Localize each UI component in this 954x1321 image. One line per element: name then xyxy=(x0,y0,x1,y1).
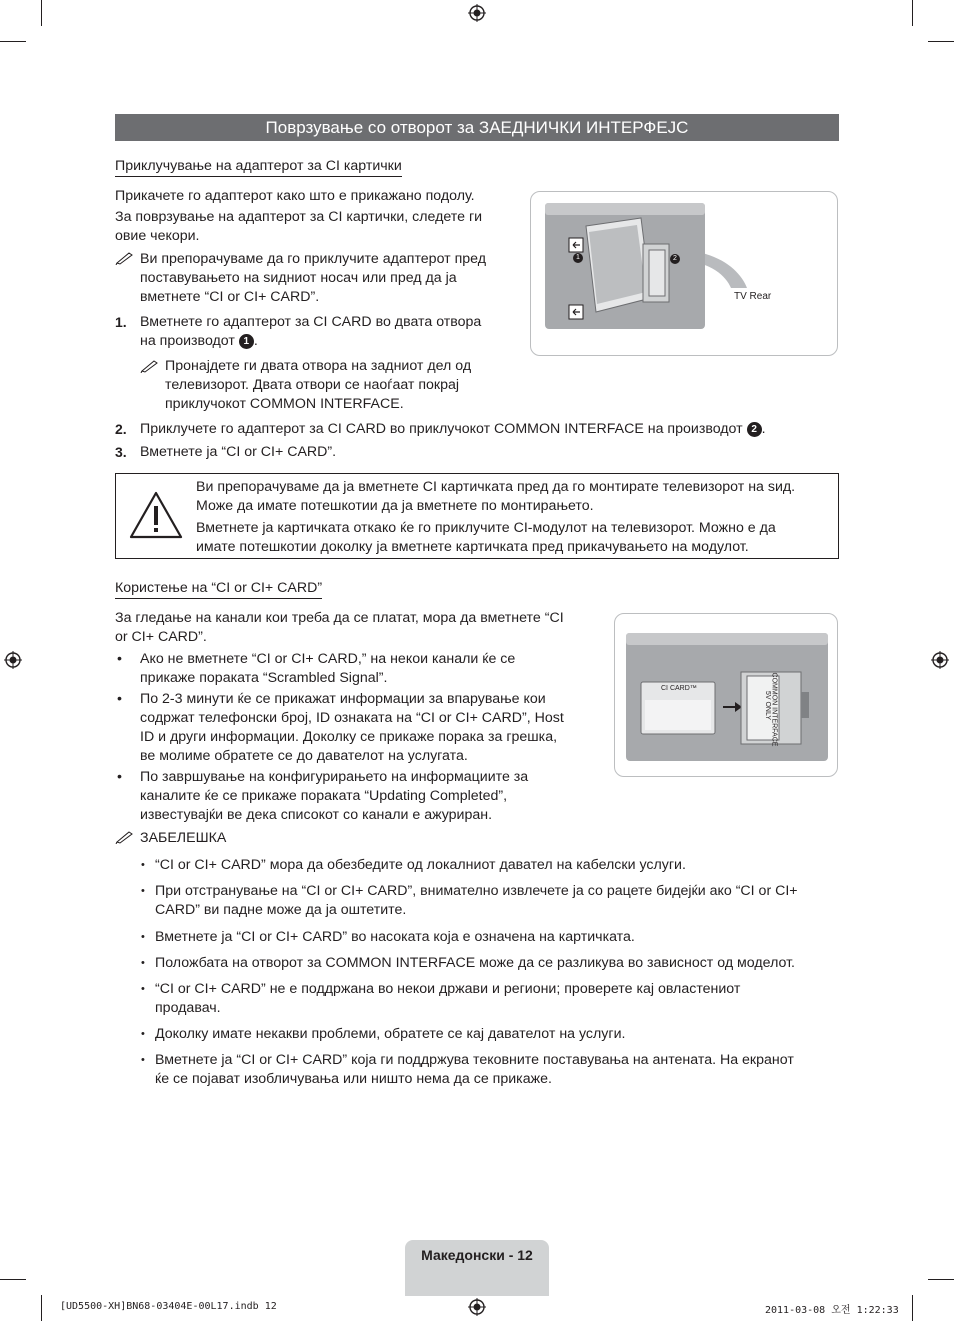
paragraph: Прикачете го адаптерот како што е прикажано подолу. xyxy=(115,188,475,204)
crop-mark xyxy=(41,1295,42,1321)
step-text: Приклучете го адаптерот за CI CARD во приклучокот COMMON INTERFACE на производот 2 . xyxy=(140,421,766,437)
note-line: приклучокот COMMON INTERFACE. xyxy=(165,396,404,412)
step-text-part: на производот xyxy=(647,421,743,437)
bullet-line: ID и други информации. Доколку се прикаже порака за грешка, xyxy=(140,729,558,745)
figure-marker-1-icon: 1 xyxy=(573,253,583,263)
common-interface-term: COMMON INTERFACE xyxy=(249,396,400,412)
warning-line: Може да имате потешкотии да ја вметнете по монтирањето. xyxy=(196,498,594,514)
figure-card-insertion xyxy=(614,613,838,777)
paragraph: За гледање на канали кои треба да се платат, мора да вметнете “CI xyxy=(115,610,564,626)
step-text: на производот 1 . xyxy=(140,333,258,349)
bullet-icon: • xyxy=(141,931,145,943)
marker-1-icon: 1 xyxy=(239,334,254,349)
footer-date: 2011-03-08 오전 1:22:33 xyxy=(765,1305,899,1316)
note-item xyxy=(155,954,795,973)
note-item: CARD” ви падне може да ја оштетите. xyxy=(155,902,407,918)
tv-rear-illustration xyxy=(531,192,837,355)
crop-mark xyxy=(0,41,26,42)
step-text: Вметнете го адаптерот за CI CARD во двата отвора xyxy=(140,314,482,330)
figure-label-tv-rear: TV Rear xyxy=(734,291,772,302)
bullet-line: известувајќи ве дека списокот со канали е ажуриран. xyxy=(140,807,493,823)
bullet-icon: • xyxy=(141,957,145,969)
registration-mark-icon xyxy=(468,4,486,22)
registration-mark-icon xyxy=(931,651,949,669)
bullet-line: прикаже пораката “Scrambled Signal”. xyxy=(140,670,388,686)
ci-card-illustration xyxy=(615,614,837,776)
warning-icon xyxy=(128,490,184,540)
section-title: Поврзување со отворот за ЗАЕДНИЧКИ ИНТЕРФЕЈС xyxy=(115,114,839,141)
subheading-using-card: Користење на “CI or CI+ CARD” xyxy=(115,580,322,599)
crop-mark xyxy=(928,41,954,42)
note-pencil-icon xyxy=(115,251,135,265)
registration-mark-icon xyxy=(4,651,22,669)
note-pencil-icon xyxy=(115,830,135,844)
warning-line: имате потешкотии доколку ја вметнете картичката пред прикачувањето на модулот. xyxy=(196,539,749,555)
paragraph: or CI+ CARD”. xyxy=(115,629,207,645)
note-item: Доколку имате некакви проблеми, обратете се кај давателот на услуги. xyxy=(155,1026,626,1042)
bullet-icon: • xyxy=(117,691,122,707)
crop-mark xyxy=(928,1279,954,1280)
step-number: 1. xyxy=(115,314,127,330)
note-line: вметнете “CI or CI+ CARD”. xyxy=(140,289,320,305)
footer-file-name: [UD5500-XH]BN68-03404E-00L17.indb 12 xyxy=(60,1301,277,1312)
step-number: 2. xyxy=(115,421,127,437)
note-item: Вметнете ја “CI or CI+ CARD” која ги поддржува тековните поставувања на антената. На екранот xyxy=(155,1052,794,1068)
bullet-icon: • xyxy=(141,983,145,995)
bullet-line: Ако не вметнете “CI or CI+ CARD,” на некои канали ќе се xyxy=(140,651,516,667)
common-interface-term: COMMON INTERFACE xyxy=(325,955,476,971)
paragraph: овие чекори. xyxy=(115,228,200,244)
note-item: “CI or CI+ CARD” мора да обезбедите од локалниот давател на кабелски услуги. xyxy=(155,857,686,873)
step-number: 3. xyxy=(115,444,127,460)
warning-box xyxy=(115,473,839,559)
bullet-line: содржат телефонски број, ID ознаката на “CI or CI+ CARD”, Host xyxy=(140,710,564,726)
common-interface-term: COMMON INTERFACE xyxy=(494,421,644,437)
note-heading: ЗАБЕЛЕШКА xyxy=(140,830,227,846)
bullet-icon: • xyxy=(141,859,145,871)
note-line: Ви препорачуваме да го приклучите адаптерот пред xyxy=(140,251,487,267)
crop-mark xyxy=(912,1295,913,1321)
bullet-icon: • xyxy=(117,651,122,667)
bullet-icon: • xyxy=(141,1054,145,1066)
note-line: телевизорот. Двата отвори се наоѓаат покрај xyxy=(165,377,460,393)
crop-mark xyxy=(912,0,913,26)
figure-adapter xyxy=(530,191,838,356)
note-text-part: приклучокот xyxy=(165,396,246,412)
crop-mark xyxy=(0,1279,26,1280)
bullet-line: По завршување на конфигурирањето на информациите за xyxy=(140,769,529,785)
ci-card-label: CI CARD™ xyxy=(661,685,697,692)
note-item: При отстранување на “CI or CI+ CARD”, внимателно извлечете ја со рацете бидејќи ако “CI or CI+ xyxy=(155,883,798,899)
paragraph: За поврзување на адаптерот за CI картички, следете ги xyxy=(115,209,483,225)
step-text-part: Приклучете го адаптерот за CI CARD во приклучокот xyxy=(140,421,491,437)
step-text: Вметнете ја “CI or CI+ CARD”. xyxy=(140,444,337,460)
step-text-part: на производот xyxy=(140,333,235,349)
marker-2-icon: 2 xyxy=(747,422,762,437)
note-item: ќе се појават изобличувања или ништо нема да се прикаже. xyxy=(155,1071,552,1087)
note-text-part: може да се разликува во зависност од моделот. xyxy=(479,955,795,971)
warning-line: Ви препорачуваме да ја вметнете CI картичката пред да го монтирате телевизорот на ѕид. xyxy=(196,479,796,495)
subheading-adapter: Приклучување на адаптерот за CI картички xyxy=(115,158,402,177)
page-number-tab: Македонски - 12 xyxy=(405,1240,549,1296)
bullet-icon: • xyxy=(141,1028,145,1040)
module-label: 5V ONLY xyxy=(764,690,772,721)
bullet-icon: • xyxy=(117,769,122,785)
bullet-line: каналите ќе се прикаже пораката “Updating Completed”, xyxy=(140,788,508,804)
module-label: COMMON INTERFACE xyxy=(770,672,778,747)
note-item: Вметнете ја “CI or CI+ CARD” во насоката која е означена на картичката. xyxy=(155,929,635,945)
note-line: поставувањето на ѕидниот носач или пред да ја xyxy=(140,270,457,286)
note-item: “CI or CI+ CARD” не е поддржана во некои држави и региони; проверете кај овластениот xyxy=(155,981,741,997)
crop-mark xyxy=(41,0,42,26)
bullet-line: ве молиме обратете се до давателот на услугата. xyxy=(140,748,468,764)
registration-mark-icon xyxy=(468,1298,486,1316)
warning-line: Вметнете ја картичката откако ќе го приклучите CI-модулот на телевизорот. Можно е да xyxy=(196,520,776,536)
note-item: продавач. xyxy=(155,1000,221,1016)
note-line: Пронајдете ги двата отвора на задниот дел од xyxy=(165,358,472,374)
bullet-line: По 2-3 минути ќе се прикажат информации за впарување кои xyxy=(140,691,546,707)
note-text-part: Положбата на отворот за xyxy=(155,955,322,971)
bullet-icon: • xyxy=(141,885,145,897)
note-pencil-icon xyxy=(140,359,160,373)
figure-marker-2-icon: 2 xyxy=(670,254,680,264)
